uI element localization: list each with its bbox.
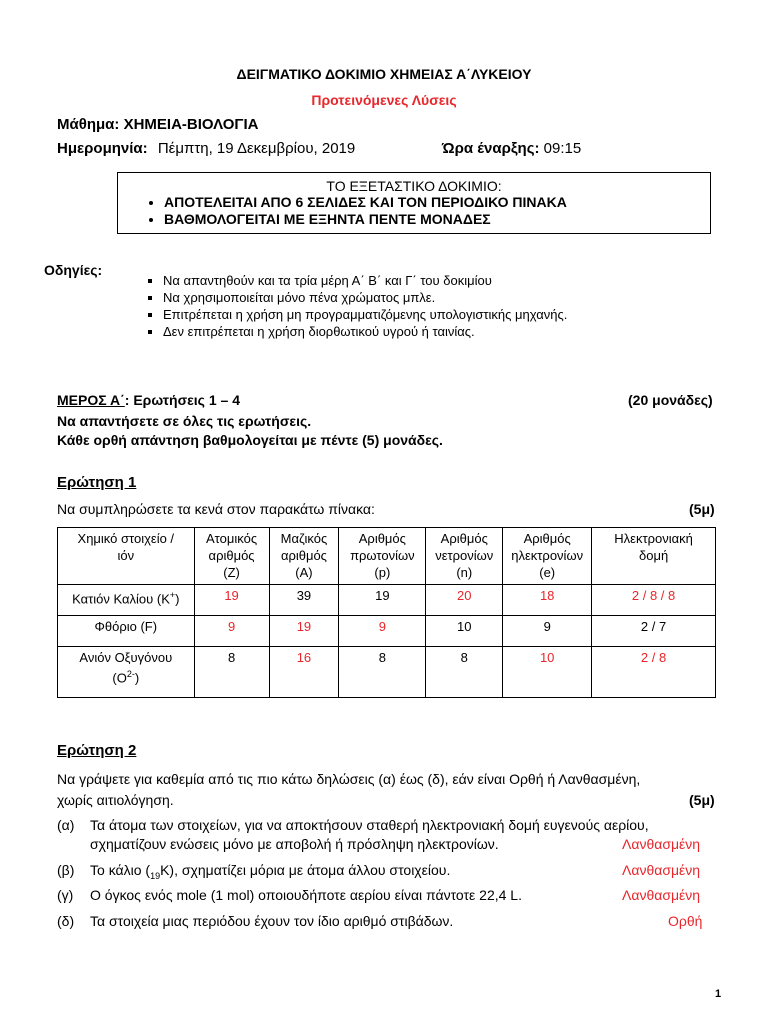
exam-info-item: • ΑΠΟΤΕΛΕΙΤΑΙ ΑΠΟ 6 ΣΕΛΙΔΕΣ ΚΑΙ ΤΟΝ ΠΕΡΙΟΔΙΚΟ ΠΙΝΑΚΑ [164,194,567,211]
header-atomic-number: Ατομικός αριθμός (Ζ) [194,528,269,585]
table-cell: 8 [339,647,426,698]
table-cell: 20 [426,585,503,616]
table-cell: 16 [269,647,339,698]
date-line [57,140,355,157]
exam-info-list [148,194,567,228]
q2-item-b-label: (β) [57,862,75,878]
time-line [442,140,581,157]
table-cell: 2 / 7 [592,616,716,647]
subject-label: Μάθημα: [57,116,120,133]
q2-item-c-label: (γ) [57,887,74,903]
page-number: 1 [715,988,722,1000]
table-row [58,585,716,616]
q1-prompt: Να συμπληρώσετε τα κενά στον παρακάτω πίνακα: [57,501,375,517]
subject-line [57,116,258,133]
header-mass-number: Μαζικός αριθμός (Α) [269,528,339,585]
row-name: Φθόριο (F) [58,616,195,647]
q2-prompt-line2: χωρίς αιτιολόγηση. [57,792,174,808]
q1-marks: (5μ) [689,501,715,517]
table-row [58,647,716,698]
time-label: Ώρα έναρξης: [442,140,540,157]
table-cell: 8 [426,647,503,698]
exam-info-box [117,172,711,234]
q2-item-c-answer: Λανθασμένη [622,887,701,903]
date-value: Πέμπτη, 19 Δεκεμβρίου, 2019 [157,140,356,157]
table-cell: 39 [269,585,339,616]
instruction-item: ▪ Επιτρέπεται η χρήση μη προγραμματιζόμενης υπολογιστικής μηχανής. [163,306,567,323]
table-cell: 2 / 8 / 8 [592,585,716,616]
part-a-marks: (20 μονάδες) [628,392,713,408]
q2-item-a-label: (α) [57,817,75,833]
part-a-title-suffix: : Ερωτήσεις 1 – 4 [124,392,240,408]
subject-value: ΧΗΜΕΙΑ-ΒΙΟΛΟΓΙΑ [123,116,259,133]
table-cell: 9 [339,616,426,647]
q2-prompt-line1: Να γράψετε για καθεμία από τις πιο κάτω δηλώσεις (α) έως (δ), εάν είναι Ορθή ή Λανθασμένη, [57,771,641,787]
time-value: 09:15 [543,140,582,157]
instruction-item: ▪ Δεν επιτρέπεται η χρήση διορθωτικού υγρού ή ταινίας. [163,323,567,340]
q1-table [57,527,716,698]
q2-item-d-answer: Ορθή [668,913,703,929]
exam-info-heading: ΤΟ ΕΞΕΤΑΣΤΙΚΟ ΔΟΚΙΜΙΟ: [326,178,502,194]
table-cell: 10 [426,616,503,647]
table-cell: 8 [194,647,269,698]
q2-item-a-text2: σχηματίζουν ενώσεις μόνο με αποβολή ή πρόσληψη ηλεκτρονίων. [90,836,499,852]
table-header-row [58,528,716,585]
part-a-line2: Κάθε ορθή απάντηση βαθμολογείται με πέντε (5) μονάδες. [57,432,443,448]
exam-info-item: • ΒΑΘΜΟΛΟΓΕΙΤΑΙ ΜΕ ΕΞΗΝΤΑ ΠΕΝΤΕ ΜΟΝΑΔΕΣ [164,211,567,228]
part-a-title-prefix: ΜΕΡΟΣ Α΄ [57,392,125,408]
table-row [58,616,716,647]
instruction-item: ▪ Να απαντηθούν και τα τρία μέρη Α΄ Β΄ και Γ΄ του δοκιμίου [163,272,567,289]
q2-item-c-text: Ο όγκος ενός mole (1 mol) οποιουδήποτε αερίου είναι πάντοτε 22,4 L. [90,887,522,903]
row-name: Κατιόν Καλίου (Κ+) [58,585,195,616]
row-name: Ανιόν Οξυγόνου $(O^{2-})$ [58,647,195,698]
q2-item-d-text: Τα στοιχεία μιας περιόδου έχουν τον ίδιο αριθμό στιβάδων. [90,913,454,929]
table-cell: 19 [269,616,339,647]
part-a-title [57,392,240,408]
header-element: Χημικό στοιχείο / ιόν [58,528,195,585]
document-title: ΔΕΙΓΜΑΤΙΚΟ ΔΟΚΙΜΙΟ ΧΗΜΕΙΑΣ Α΄ΛΥΚΕΙΟΥ [236,66,532,82]
instruction-item: ▪ Να χρησιμοποιείται μόνο πένα χρώματος μπλε. [163,289,567,306]
q2-item-a-text1: Τα άτομα των στοιχείων, για να αποκτήσουν σταθερή ηλεκτρονιακή δομή ευγενούς αερίου, [90,817,649,833]
instructions-label: Οδηγίες: [44,262,103,278]
table-cell: 10 [503,647,592,698]
header-electrons: Αριθμός ηλεκτρονίων (e) [503,528,592,585]
q2-item-b-answer: Λανθασμένη [622,862,701,878]
q2-title: Ερώτηση 2 [57,742,137,759]
q2-item-d-label: (δ) [57,913,75,929]
header-neutrons: Αριθμός νετρονίων (n) [426,528,503,585]
table-cell: 19 [194,585,269,616]
q2-item-b-text: Το κάλιο $(_{19}K)$, σχηματίζει μόρια με άτομα άλλου στοιχείου. [90,862,451,881]
date-label: Ημερομηνία: [57,140,148,157]
table-cell: 9 [194,616,269,647]
instructions-list [145,272,567,340]
table-cell: 2 / 8 [592,647,716,698]
table-cell: 19 [339,585,426,616]
header-protons: Αριθμός πρωτονίων (p) [339,528,426,585]
q1-title: Ερώτηση 1 [57,474,137,491]
document-subtitle: Προτεινόμενες Λύσεις [311,92,457,108]
table-cell: 18 [503,585,592,616]
part-a-line1: Να απαντήσετε σε όλες τις ερωτήσεις. [57,413,312,429]
header-electron-config: Ηλεκτρονιακή δομή [592,528,716,585]
table-cell: 9 [503,616,592,647]
q2-item-a-answer: Λανθασμένη [622,836,701,852]
q2-marks: (5μ) [689,792,715,808]
